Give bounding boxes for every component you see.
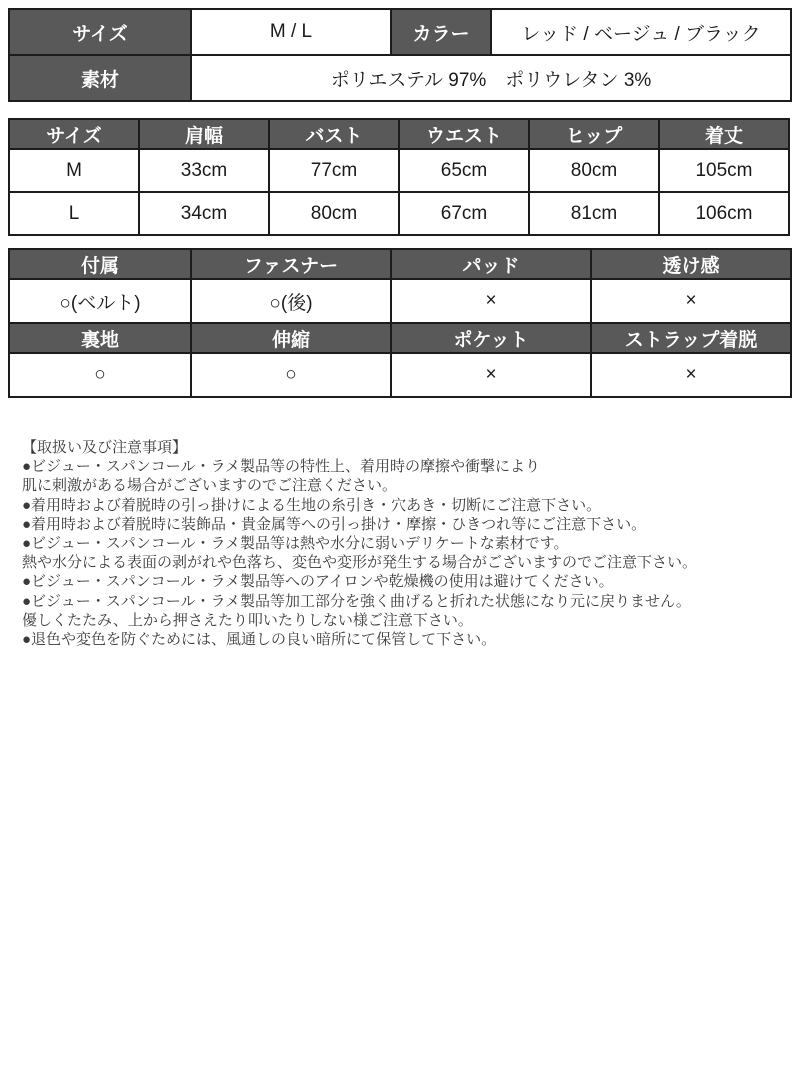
col-header-waist: ウエスト (399, 119, 529, 149)
size-row-l (9, 192, 789, 235)
cell-m-shoulder: 33cm (139, 149, 269, 192)
care-note-line: ●着用時および着脱時に装飾品・貴金属等への引っ掛け・摩擦・ひきつれ等にご注意下さい。 (22, 515, 647, 533)
feature-value-row-1 (9, 279, 791, 323)
size-value: M / L (191, 9, 391, 55)
care-note-line: 肌に刺激がある場合がございますのでご注意ください。 (22, 477, 398, 495)
color-label: カラー (391, 9, 491, 55)
col-header-pad: パッド (391, 249, 591, 279)
col-header-accessory: 付属 (9, 249, 191, 279)
care-notes (22, 438, 782, 649)
col-header-stretch: 伸縮 (191, 323, 391, 353)
size-chart-table (8, 118, 790, 236)
size-row-m (9, 149, 789, 192)
col-header-lining: 裏地 (9, 323, 191, 353)
cell-l-waist: 67cm (399, 192, 529, 235)
color-value: レッド / ベージュ / ブラック (491, 9, 791, 55)
cell-size-m: M (9, 149, 139, 192)
col-header-hip: ヒップ (529, 119, 659, 149)
cell-strap: × (591, 353, 791, 397)
cell-accessory: ○(ベルト) (9, 279, 191, 323)
col-header-pocket: ポケット (391, 323, 591, 353)
cell-m-waist: 65cm (399, 149, 529, 192)
care-note-line: ●ビジュー・スパンコール・ラメ製品等の特性上、着用時の摩擦や衝撃により (22, 458, 541, 476)
cell-stretch: ○ (191, 353, 391, 397)
col-header-size: サイズ (9, 119, 139, 149)
care-note-line: ●退色や変色を防ぐためには、風通しの良い暗所にて保管して下さい。 (22, 631, 497, 649)
material-value: ポリエステル 97% ポリウレタン 3% (191, 55, 791, 101)
cell-pad: × (391, 279, 591, 323)
feature-header-row-2 (9, 323, 791, 353)
cell-l-shoulder: 34cm (139, 192, 269, 235)
material-label: 素材 (9, 55, 191, 101)
cell-size-l: L (9, 192, 139, 235)
care-note-line: ●ビジュー・スパンコール・ラメ製品等加工部分を強く曲げると折れた状態になり元に戻りません。 (22, 592, 691, 610)
cell-pocket: × (391, 353, 591, 397)
feature-header-row-1 (9, 249, 791, 279)
col-header-length: 着丈 (659, 119, 789, 149)
size-chart-header-row (9, 119, 789, 149)
care-note-line: ●ビジュー・スパンコール・ラメ製品等は熱や水分に弱いデリケートな素材です。 (22, 535, 569, 553)
cell-l-hip: 81cm (529, 192, 659, 235)
care-notes-title: 【取扱い及び注意事項】 (22, 439, 188, 456)
col-header-strap: ストラップ着脱 (591, 323, 791, 353)
cell-lining: ○ (9, 353, 191, 397)
cell-l-bust: 80cm (269, 192, 399, 235)
cell-m-length: 105cm (659, 149, 789, 192)
cell-m-bust: 77cm (269, 149, 399, 192)
product-spec-table (8, 8, 792, 102)
feature-table (8, 248, 792, 398)
feature-value-row-2 (9, 353, 791, 397)
cell-sheerness: × (591, 279, 791, 323)
care-note-line: ●着用時および着脱時の引っ掛けによる生地の糸引き・穴あき・切断にご注意下さい。 (22, 496, 602, 514)
col-header-fastener: ファスナー (191, 249, 391, 279)
care-note-line: 優しくたたみ、上から押さえたり叩いたりしない様ご注意下さい。 (22, 611, 473, 629)
col-header-shoulder: 肩幅 (139, 119, 269, 149)
cell-m-hip: 80cm (529, 149, 659, 192)
cell-l-length: 106cm (659, 192, 789, 235)
col-header-bust: バスト (269, 119, 399, 149)
size-label: サイズ (9, 9, 191, 55)
col-header-sheerness: 透け感 (591, 249, 791, 279)
care-note-line: 熱や水分による表面の剥がれや色落ち、変色や変形が発生する場合がございますのでご注意下さい。 (22, 554, 698, 572)
care-note-line: ●ビジュー・スパンコール・ラメ製品等へのアイロンや乾燥機の使用は避けてください。 (22, 573, 614, 591)
cell-fastener: ○(後) (191, 279, 391, 323)
